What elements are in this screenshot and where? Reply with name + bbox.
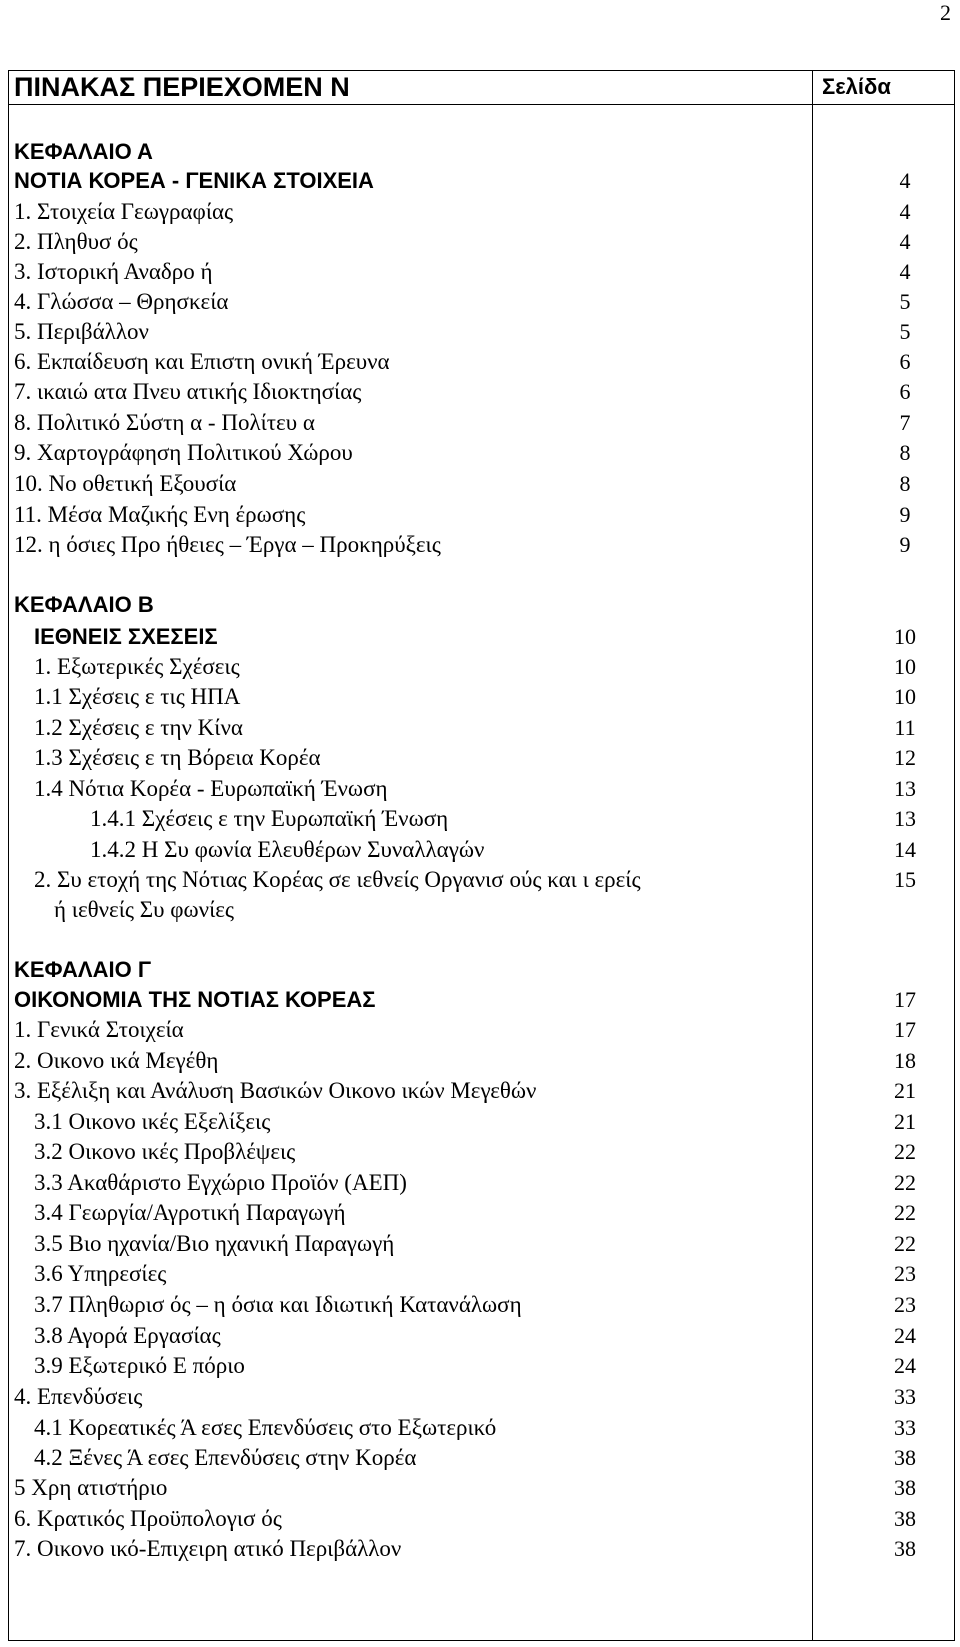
toc-entry-title: 2. Πληθυσ ός: [14, 229, 138, 254]
toc-entry-page: 12: [894, 745, 916, 770]
toc-row: [0, 682, 960, 712]
toc-entry-page: 17: [894, 1017, 916, 1042]
toc-section-heading: ΚΕΦΑΛΑΙΟ Γ: [14, 957, 152, 982]
toc-row: [0, 835, 960, 865]
toc-row: [0, 1382, 960, 1412]
toc-entry-page: 33: [894, 1415, 916, 1440]
toc-row: [0, 1413, 960, 1443]
toc-entry-page: 23: [894, 1261, 916, 1286]
toc-row: [0, 1198, 960, 1228]
toc-entry-page: 4: [899, 168, 911, 193]
toc-entry-page: 5: [899, 319, 911, 344]
toc-row: [0, 1534, 960, 1564]
page-number: 2: [940, 0, 951, 25]
toc-entry-page: 22: [894, 1170, 916, 1195]
toc-entry-title: 2. Συ ετοχή της Νότιας Κορέας σε ιεθνείς Οργανισ ούς και ι ερείς: [34, 867, 641, 892]
toc-row: [0, 530, 960, 560]
toc-entry-title: 3.2 Οικονο ικές Προβλέψεις: [34, 1139, 296, 1164]
toc-entry-page: 11: [894, 715, 916, 740]
toc-title: ΠΙΝΑΚΑΣ ΠΕΡΙΕΧΟΜΕΝ Ν: [14, 72, 350, 102]
toc-entry-title: 11. Μέσα Μαζικής Ενη έρωσης: [14, 502, 306, 527]
toc-entry-page: 21: [894, 1109, 916, 1134]
toc-entry-title: 7. ικαιώ ατα Πνευ ατικής Ιδιοκτησίας: [14, 379, 362, 404]
toc-row: [0, 1076, 960, 1106]
toc-entry-title: 1.3 Σχέσεις ε τη Βόρεια Κορέα: [34, 745, 321, 770]
toc-entry-title: 6. Κρατικός Προϋπολογισ ός: [14, 1506, 282, 1531]
toc-entry-page: 7: [899, 410, 911, 435]
toc-entry-title: 1.4.2 Η Συ φωνία Ελευθέρων Συναλλαγών: [90, 837, 485, 862]
toc-section-row: [0, 166, 960, 196]
toc-entry-page: 13: [894, 776, 916, 801]
toc-entry-page: 6: [899, 379, 911, 404]
toc-entry-page: 6: [899, 349, 911, 374]
toc-row: [0, 1290, 960, 1320]
toc-row: [0, 895, 960, 925]
toc-section-heading: ΚΕΦΑΛΑΙΟ Α: [14, 139, 153, 164]
toc-row: [0, 652, 960, 682]
toc-entry-title: 1. Εξωτερικές Σχέσεις: [34, 654, 240, 679]
toc-row: [0, 1046, 960, 1076]
toc-entry-page: 17: [894, 987, 916, 1012]
toc-entry-page: 24: [894, 1323, 916, 1348]
toc-row: [0, 1168, 960, 1198]
toc-entry-page: 38: [894, 1445, 916, 1470]
toc-entry-page: 38: [894, 1475, 916, 1500]
toc-row: [0, 257, 960, 287]
toc-row: [0, 227, 960, 257]
toc-entry-page: 10: [894, 624, 916, 649]
toc-entry-page: 24: [894, 1353, 916, 1378]
toc-entry-page: 22: [894, 1200, 916, 1225]
toc-entry-title: 1.4.1 Σχέσεις ε την Ευρωπαϊκή Ένωση: [90, 806, 449, 831]
toc-entry-title: 4. Γλώσσα – Θρησκεία: [14, 289, 229, 314]
toc-entry-title: 6. Εκπαίδευση και Επιστη ονική Έρευνα: [14, 349, 390, 374]
toc-entry-title: 9. Χαρτογράφηση Πολιτικού Χώρου: [14, 440, 353, 465]
toc-entry-title: 3.5 Βιο ηχανία/Βιο ηχανική Παραγωγή: [34, 1231, 395, 1256]
toc-entry-page: 13: [894, 806, 916, 831]
toc-entry-title: 10. Νο οθετική Εξουσία: [14, 471, 237, 496]
toc-entry-title: 1.4 Νότια Κορέα - Ευρωπαϊκή Ένωση: [34, 776, 388, 801]
toc-row: [0, 774, 960, 804]
toc-entry-page: 38: [894, 1536, 916, 1561]
toc-entry-page: 10: [894, 684, 916, 709]
toc-entry-page: 15: [894, 867, 916, 892]
toc-entry-title: 12. η όσιες Προ ήθειες – Έργα – Προκηρύξεις: [14, 532, 441, 557]
toc-row: [0, 408, 960, 438]
toc-entry-page: 4: [899, 199, 911, 224]
toc-entry-page: 10: [894, 654, 916, 679]
toc-entry-page: 4: [899, 259, 911, 284]
toc-entry-page: 38: [894, 1506, 916, 1531]
toc-entry-page: 4: [899, 229, 911, 254]
toc-entry-page: 5: [899, 289, 911, 314]
toc-section-heading: ΙΕΘΝΕΙΣ ΣΧΕΣΕΙΣ: [34, 624, 218, 649]
toc-row: [0, 347, 960, 377]
toc-entry-title: 4. Επενδύσεις: [14, 1384, 143, 1409]
toc-entry-page: 22: [894, 1139, 916, 1164]
toc-section-heading: ΝΟΤΙΑ ΚΟΡΕΑ - ΓΕΝΙΚΑ ΣΤΟΙΧΕΙΑ: [14, 168, 374, 193]
toc-entry-title: 4.1 Κορεατικές Ά εσες Επενδύσεις στο Εξωτερικό: [34, 1415, 497, 1440]
toc-entry-title: 5. Περιβάλλον: [14, 319, 149, 344]
toc-entry-page: 23: [894, 1292, 916, 1317]
toc-row: [0, 1504, 960, 1534]
toc-entry-page: 33: [894, 1384, 916, 1409]
toc-section-heading: ΚΕΦΑΛΑΙΟ Β: [14, 592, 154, 617]
toc-section-row: [0, 137, 960, 167]
toc-entry-page: 9: [899, 502, 911, 527]
toc-entry-title: 5 Χρη ατιστήριο: [14, 1475, 168, 1500]
toc-entry-title: 3.6 Υπηρεσίες: [34, 1261, 167, 1286]
toc-entry-title: 7. Οικονο ικό-Επιχειρη ατικό Περιβάλλον: [14, 1536, 402, 1561]
toc-row: [0, 500, 960, 530]
toc-entry-title: 1. Στοιχεία Γεωγραφίας: [14, 199, 234, 224]
toc-entry-title: 3.3 Ακαθάριστο Εγχώριο Προϊόν (ΑΕΠ): [34, 1170, 407, 1195]
toc-entry-title: 3. Ιστορική Αναδρο ή: [14, 259, 213, 284]
toc-row: [0, 1259, 960, 1289]
toc-entry-page: 8: [899, 440, 911, 465]
toc-row: [0, 377, 960, 407]
toc-row: [0, 1351, 960, 1381]
toc-entry-title: ή ιεθνείς Συ φωνίες: [54, 897, 235, 922]
toc-entry-title: 1.2 Σχέσεις ε την Κίνα: [34, 715, 243, 740]
toc-entry-page: 22: [894, 1231, 916, 1256]
toc-section-row: [0, 590, 960, 620]
toc-entry-title: 3.7 Πληθωρισ ός – η όσια και Ιδιωτική Κατανάλωση: [34, 1292, 522, 1317]
toc-row: [0, 1443, 960, 1473]
toc-entry-title: 8. Πολιτικό Σύστη α - Πολίτευ α: [14, 410, 315, 435]
toc-entry-page: 18: [894, 1048, 916, 1073]
toc-entry-title: 3.8 Αγορά Εργασίας: [34, 1323, 221, 1348]
toc-row: [0, 469, 960, 499]
toc-entry-title: 1. Γενικά Στοιχεία: [14, 1017, 184, 1042]
toc-row: [0, 1229, 960, 1259]
toc-entry-title: 2. Οικονο ικά Μεγέθη: [14, 1048, 219, 1073]
toc-entry-page: 8: [899, 471, 911, 496]
toc-section-row: [0, 955, 960, 985]
toc-row: [0, 1473, 960, 1503]
toc-entry-page: 14: [894, 837, 916, 862]
toc-entry-title: 3.9 Εξωτερικό Ε πόριο: [34, 1353, 245, 1378]
toc-entry-title: 3.1 Οικονο ικές Εξελίξεις: [34, 1109, 271, 1134]
toc-entry-page: 21: [894, 1078, 916, 1103]
toc-entry-title: 3. Εξέλιξη και Ανάλυση Βασικών Οικονο ικών Μεγεθών: [14, 1078, 537, 1103]
toc-row: [0, 287, 960, 317]
page-column-header: Σελίδα: [822, 74, 891, 99]
toc-entry-page: 9: [899, 532, 911, 557]
toc-entry-title: 4.2 Ξένες Ά εσες Επενδύσεις στην Κορέα: [34, 1445, 417, 1470]
toc-row: [0, 1137, 960, 1167]
toc-row: [0, 1015, 960, 1045]
toc-row: [0, 1107, 960, 1137]
toc-row: [0, 865, 960, 895]
toc-entry-title: 3.4 Γεωργία/Αγροτική Παραγωγή: [34, 1200, 346, 1225]
toc-row: [0, 317, 960, 347]
toc-row: [0, 197, 960, 227]
toc-row: [0, 1321, 960, 1351]
toc-row: [0, 743, 960, 773]
toc-section-heading: ΟΙΚΟΝΟΜΙΑ ΤΗΣ ΝΟΤΙΑΣ ΚΟΡΕΑΣ: [14, 987, 376, 1012]
toc-section-row: [0, 622, 960, 652]
toc-row: [0, 713, 960, 743]
toc-entry-title: 1.1 Σχέσεις ε τις ΗΠΑ: [34, 684, 241, 709]
toc-section-row: [0, 985, 960, 1015]
toc-row: [0, 438, 960, 468]
toc-row: [0, 804, 960, 834]
